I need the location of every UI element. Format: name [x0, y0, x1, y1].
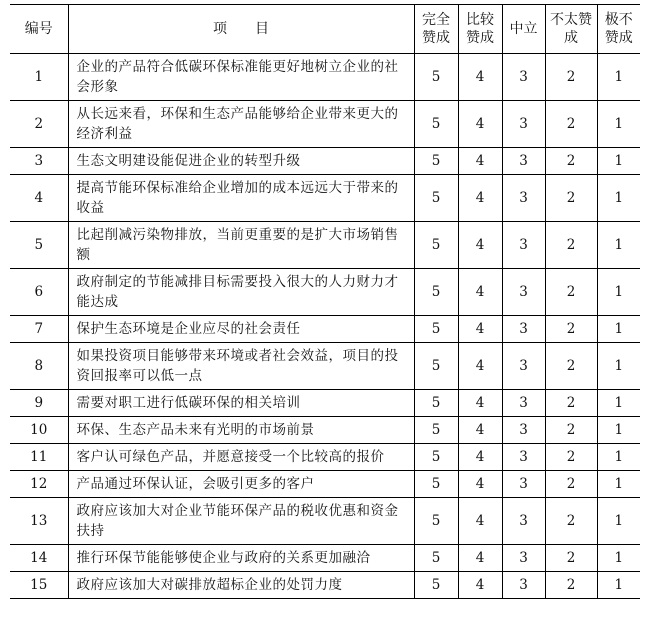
score-agree: 4: [458, 269, 502, 316]
score-strongly-disagree: 1: [597, 148, 640, 175]
score-disagree: 2: [545, 417, 597, 444]
score-strongly-agree: 5: [414, 545, 458, 572]
score-agree: 4: [458, 390, 502, 417]
row-id: 2: [10, 101, 68, 148]
score-strongly-agree: 5: [414, 390, 458, 417]
score-strongly-disagree: 1: [597, 390, 640, 417]
header-row: [10, 5, 640, 54]
score-strongly-disagree: 1: [597, 545, 640, 572]
row-id: 8: [10, 343, 68, 390]
score-disagree: 2: [545, 101, 597, 148]
score-disagree: 2: [545, 148, 597, 175]
score-neutral: 3: [502, 222, 545, 269]
row-item-text: 客户认可绿色产品，并愿意接受一个比较高的报价: [68, 444, 414, 471]
score-disagree: 2: [545, 343, 597, 390]
score-strongly-disagree: 1: [597, 498, 640, 545]
table-row: [10, 343, 640, 390]
score-agree: 4: [458, 545, 502, 572]
table-row: [10, 417, 640, 444]
header-agree: 比较 赞成: [458, 5, 502, 54]
row-id: 11: [10, 444, 68, 471]
score-neutral: 3: [502, 54, 545, 101]
row-item-text: 比起削减污染物排放，当前更重要的是扩大市场销售额: [68, 222, 414, 269]
row-id: 5: [10, 222, 68, 269]
score-strongly-agree: 5: [414, 417, 458, 444]
header-disagree: 不太赞 成: [545, 5, 597, 54]
score-agree: 4: [458, 222, 502, 269]
table-row: [10, 316, 640, 343]
score-neutral: 3: [502, 498, 545, 545]
row-item-text: 从长远来看，环保和生态产品能够给企业带来更大的经济利益: [68, 101, 414, 148]
score-strongly-disagree: 1: [597, 471, 640, 498]
score-agree: 4: [458, 316, 502, 343]
score-strongly-agree: 5: [414, 498, 458, 545]
table-row: [10, 471, 640, 498]
row-item-text: 政府应该加大对企业节能环保产品的税收优惠和资金扶持: [68, 498, 414, 545]
score-agree: 4: [458, 444, 502, 471]
row-item-text: 需要对职工进行低碳环保的相关培训: [68, 390, 414, 417]
score-strongly-disagree: 1: [597, 572, 640, 599]
score-disagree: 2: [545, 444, 597, 471]
score-neutral: 3: [502, 175, 545, 222]
score-disagree: 2: [545, 572, 597, 599]
score-disagree: 2: [545, 545, 597, 572]
score-agree: 4: [458, 54, 502, 101]
score-disagree: 2: [545, 269, 597, 316]
header-strongly-disagree: 极不 赞成: [604, 12, 633, 46]
header-strongly-agree: 完全 赞成: [414, 5, 458, 54]
table-row: [10, 269, 640, 316]
row-item-text: 环保、生态产品未来有光明的市场前景: [68, 417, 414, 444]
score-disagree: 2: [545, 175, 597, 222]
score-agree: 4: [458, 498, 502, 545]
table-row: [10, 54, 640, 101]
score-agree: 4: [458, 572, 502, 599]
score-neutral: 3: [502, 316, 545, 343]
table-row: [10, 222, 640, 269]
header-neutral: 中立: [502, 5, 545, 54]
row-id: 15: [10, 572, 68, 599]
score-agree: 4: [458, 148, 502, 175]
row-item-text: 如果投资项目能够带来环境或者社会效益，项目的投资回报率可以低一点: [68, 343, 414, 390]
score-strongly-disagree: 1: [597, 101, 640, 148]
survey-table: [10, 4, 640, 599]
table-row: [10, 390, 640, 417]
row-item-text: 产品通过环保认证，会吸引更多的客户: [68, 471, 414, 498]
score-neutral: 3: [502, 417, 545, 444]
row-id: 12: [10, 471, 68, 498]
score-strongly-disagree: 1: [597, 222, 640, 269]
table-row: [10, 148, 640, 175]
table-row: [10, 498, 640, 545]
score-neutral: 3: [502, 343, 545, 390]
table-row: [10, 572, 640, 599]
score-strongly-agree: 5: [414, 572, 458, 599]
score-disagree: 2: [545, 222, 597, 269]
row-id: 10: [10, 417, 68, 444]
score-strongly-agree: 5: [414, 175, 458, 222]
score-disagree: 2: [545, 498, 597, 545]
score-neutral: 3: [502, 269, 545, 316]
score-strongly-disagree: 1: [597, 175, 640, 222]
row-item-text: 企业的产品符合低碳环保标准能更好地树立企业的社会形象: [68, 54, 414, 101]
row-id: 7: [10, 316, 68, 343]
score-neutral: 3: [502, 148, 545, 175]
score-neutral: 3: [502, 471, 545, 498]
table-row: [10, 444, 640, 471]
score-agree: 4: [458, 471, 502, 498]
score-neutral: 3: [502, 545, 545, 572]
row-item-text: 政府应该加大对碳排放超标企业的处罚力度: [68, 572, 414, 599]
score-strongly-disagree: 1: [614, 69, 624, 85]
score-strongly-disagree: 1: [597, 269, 640, 316]
score-strongly-agree: 5: [414, 343, 458, 390]
survey-table-container: [10, 4, 640, 599]
score-neutral: 3: [502, 444, 545, 471]
row-id: 3: [10, 148, 68, 175]
score-strongly-agree: 5: [414, 54, 458, 101]
score-disagree: 2: [545, 54, 597, 101]
score-agree: 4: [458, 101, 502, 148]
header-id: 编号: [10, 5, 68, 54]
row-item-text: 生态文明建设能促进企业的转型升级: [68, 148, 414, 175]
score-disagree: 2: [545, 471, 597, 498]
score-agree: 4: [458, 343, 502, 390]
score-strongly-agree: 5: [414, 269, 458, 316]
score-strongly-agree: 5: [414, 444, 458, 471]
score-strongly-agree: 5: [414, 222, 458, 269]
row-item-text: 政府制定的节能减排目标需要投入很大的人力财力才能达成: [68, 269, 414, 316]
score-strongly-agree: 5: [414, 101, 458, 148]
score-neutral: 3: [502, 390, 545, 417]
score-neutral: 3: [502, 101, 545, 148]
row-id: 9: [10, 390, 68, 417]
score-agree: 4: [458, 175, 502, 222]
row-item-text: 提高节能环保标准给企业增加的成本远远大于带来的收益: [68, 175, 414, 222]
score-agree: 4: [458, 417, 502, 444]
score-strongly-disagree: 1: [597, 417, 640, 444]
score-strongly-agree: 5: [414, 316, 458, 343]
row-item-text: 保护生态环境是企业应尽的社会责任: [68, 316, 414, 343]
score-disagree: 2: [545, 390, 597, 417]
row-id: 1: [10, 54, 68, 101]
score-strongly-disagree: 1: [597, 316, 640, 343]
table-row: [10, 101, 640, 148]
score-neutral: 3: [502, 572, 545, 599]
row-id: 13: [10, 498, 68, 545]
score-strongly-agree: 5: [414, 148, 458, 175]
score-strongly-disagree: 1: [597, 444, 640, 471]
table-row: [10, 545, 640, 572]
score-strongly-agree: 5: [414, 471, 458, 498]
header-item: 项 目: [68, 5, 414, 54]
score-disagree: 2: [545, 316, 597, 343]
row-item-text: 推行环保节能能够使企业与政府的关系更加融洽: [68, 545, 414, 572]
row-id: 4: [10, 175, 68, 222]
row-id: 14: [10, 545, 68, 572]
row-id: 6: [10, 269, 68, 316]
score-strongly-disagree: 1: [597, 343, 640, 390]
table-row: [10, 175, 640, 222]
